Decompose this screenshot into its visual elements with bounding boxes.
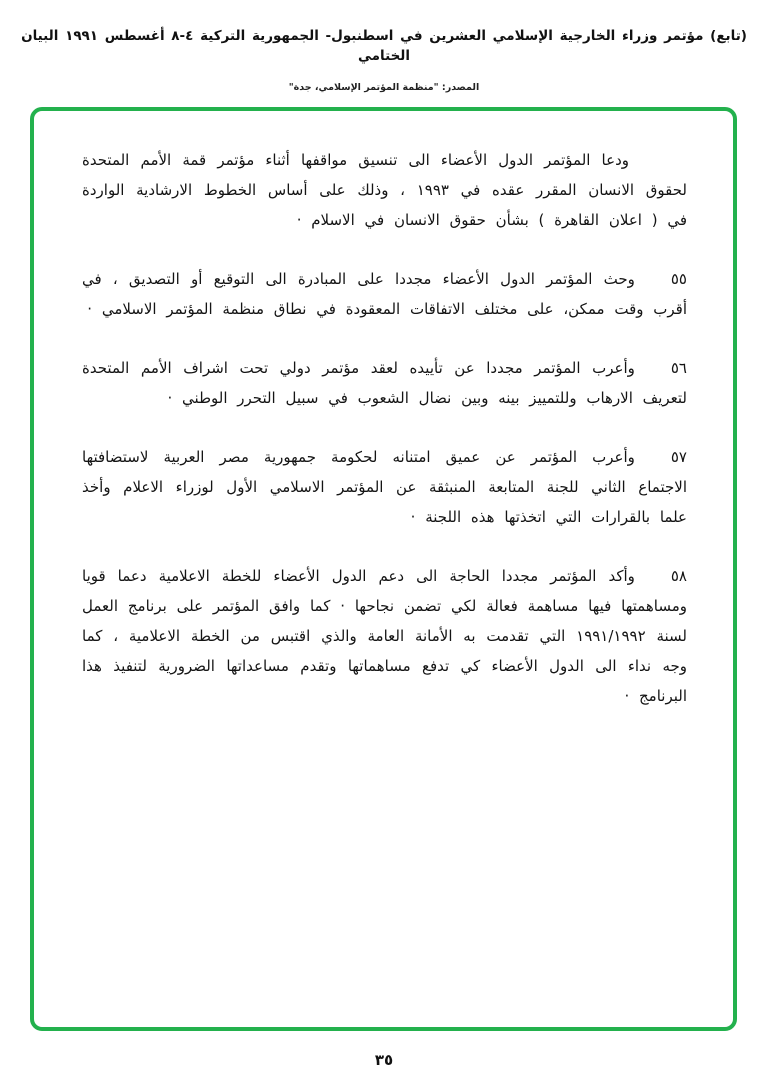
document-title: (تابع) مؤتمر وزراء الخارجية الإسلامي العشرين في اسطنبول- الجمهورية التركية ٤-٨ أغسطس ١٩٩١ البيان الختامي bbox=[21, 28, 747, 64]
paragraph-text: وحث المؤتمر الدول الأعضاء مجددا على المبادرة الى التوقيع أو التصديق ، في أقرب وقت ممكن، على مختلف الاتفاقات المعقودة في نطاق منظمة المؤتمر الاسلامي · bbox=[82, 270, 687, 318]
page-number: ٣٥ bbox=[374, 1051, 394, 1069]
source-line: المصدر: "منظمة المؤتمر الإسلامي، جدة" bbox=[288, 82, 480, 93]
highlight-frame bbox=[30, 107, 737, 1031]
paragraph bbox=[82, 442, 687, 532]
paragraph-text: وأكد المؤتمر مجددا الحاجة الى دعم الدول الأعضاء للخطة الاعلامية دعما قويا ومساهمتها فيها مساهمة فعالة لكي تضمن نجاحها · كما وافق المؤتمر على برنامج العمل لسنة ١٩٩١/١٩٩٢ التي تقدمت به الأمانة العامة والذي اقتبس من الخطة الاعلامية ، كما وجه نداء الى الدول الأعضاء كي تدفع مساهماتها وتقدم مساعداتها الضرورية لتنفيذ هذا البرنامج · bbox=[82, 567, 687, 705]
paragraph bbox=[82, 145, 687, 235]
paragraph bbox=[82, 561, 687, 711]
paragraph-number: ٥٦ bbox=[670, 359, 687, 377]
document-header bbox=[0, 26, 768, 93]
paragraph-text: وأعرب المؤتمر مجددا عن تأييده لعقد مؤتمر دولي تحت اشراف الأمم المتحدة لتعريف الارهاب وللتمييز بينه وبين نضال الشعوب في سبيل التحرر الوطني · bbox=[82, 359, 687, 407]
paragraph-number: ٥٨ bbox=[670, 567, 687, 585]
paragraph-text: ودعا المؤتمر الدول الأعضاء الى تنسيق مواقفها أثناء مؤتمر قمة الأمم المتحدة لحقوق الانسان المقرر عقده في ١٩٩٣ ، وذلك على أساس الخطوط الارشادية الواردة في ( اعلان القاهرة ) بشأن حقوق الانسان في الاسلام · bbox=[82, 151, 687, 229]
paragraph-text: وأعرب المؤتمر عن عميق امتنانه لحكومة جمهورية مصر العربية لاستضافتها الاجتماع الثاني للجنة المتابعة المنبثقة عن المؤتمر الاسلامي الأول لوزراء الاعلام وأخذ علما بالقرارات التي اتخذتها هذه اللجنة · bbox=[82, 448, 687, 526]
page-footer bbox=[0, 1050, 768, 1069]
paragraph-number: ٥٧ bbox=[670, 448, 687, 466]
paragraph bbox=[82, 264, 687, 324]
paragraph bbox=[82, 353, 687, 413]
paragraph-number: ٥٥ bbox=[670, 270, 687, 288]
